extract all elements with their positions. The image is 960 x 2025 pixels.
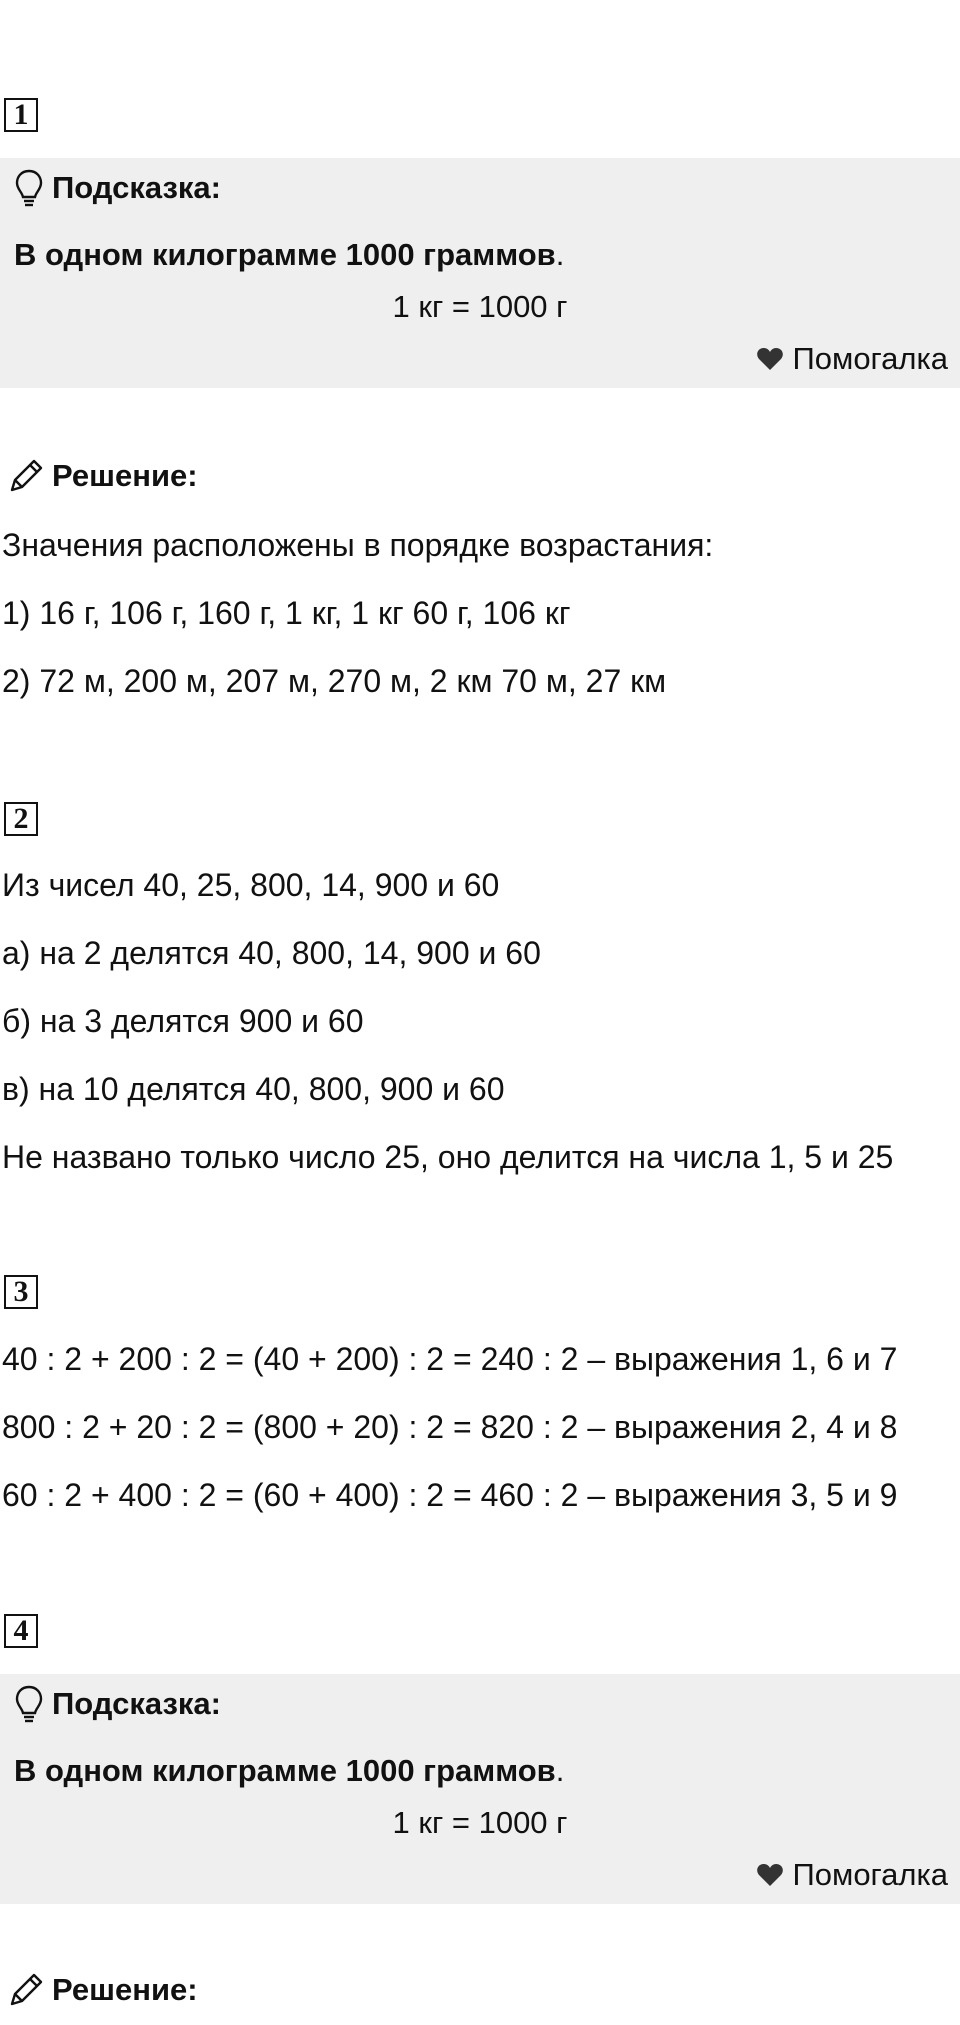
brand-link[interactable]: [756, 340, 948, 377]
pencil-icon: [6, 1970, 46, 2010]
task-number-2: 2: [4, 802, 38, 836]
hint-header: [14, 168, 221, 208]
hint-formula: 1 кг = 1000 г: [392, 289, 568, 324]
solution-line: Значения расположены в порядке возрастания:: [2, 527, 714, 563]
hint-header: [14, 1684, 221, 1724]
hint-title: Подсказка:: [52, 1686, 221, 1722]
heart-icon: [756, 346, 784, 372]
hint-text: В одном килограмме 1000 граммов.: [14, 1753, 565, 1788]
task2-line: Не названо только число 25, оно делится на числа 1, 5 и 25: [2, 1139, 894, 1175]
task2-line: б) на 3 делятся 900 и 60: [2, 1003, 364, 1039]
solution-header-1: [6, 456, 198, 496]
task-number-1: 1: [4, 98, 38, 132]
hint-text: В одном килограмме 1000 граммов.: [14, 237, 565, 272]
task-number-3: 3: [4, 1275, 38, 1309]
solution-line: 1) 16 г, 106 г, 160 г, 1 кг, 1 кг 60 г, 106 кг: [2, 595, 571, 631]
solution-line: 2) 72 м, 200 м, 207 м, 270 м, 2 км 70 м, 27 км: [2, 663, 667, 699]
task2-line: а) на 2 делятся 40, 800, 14, 900 и 60: [2, 935, 541, 971]
solution-header-4: [6, 1970, 198, 2010]
task3-line: 60 : 2 + 400 : 2 = (60 + 400) : 2 = 460 : 2 – выражения 3, 5 и 9: [2, 1477, 898, 1513]
heart-icon: [756, 1862, 784, 1888]
brand-link[interactable]: [756, 1856, 948, 1893]
hint-box-4: [0, 1674, 960, 1904]
brand-label: Помогалка: [792, 341, 948, 376]
pencil-icon: [6, 456, 46, 496]
hint-title: Подсказка:: [52, 170, 221, 206]
lightbulb-icon: [14, 168, 44, 208]
task-number-4: 4: [4, 1614, 38, 1648]
task3-line: 800 : 2 + 20 : 2 = (800 + 20) : 2 = 820 : 2 – выражения 2, 4 и 8: [2, 1409, 898, 1445]
task3-line: 40 : 2 + 200 : 2 = (40 + 200) : 2 = 240 : 2 – выражения 1, 6 и 7: [2, 1341, 898, 1377]
task2-line: в) на 10 делятся 40, 800, 900 и 60: [2, 1071, 505, 1107]
hint-formula: 1 кг = 1000 г: [392, 1805, 568, 1840]
brand-label: Помогалка: [792, 1857, 948, 1892]
solution-title: Решение:: [52, 1972, 198, 2008]
hint-box-1: [0, 158, 960, 388]
lightbulb-icon: [14, 1684, 44, 1724]
task2-line: Из чисел 40, 25, 800, 14, 900 и 60: [2, 867, 500, 903]
solution-title: Решение:: [52, 458, 198, 494]
